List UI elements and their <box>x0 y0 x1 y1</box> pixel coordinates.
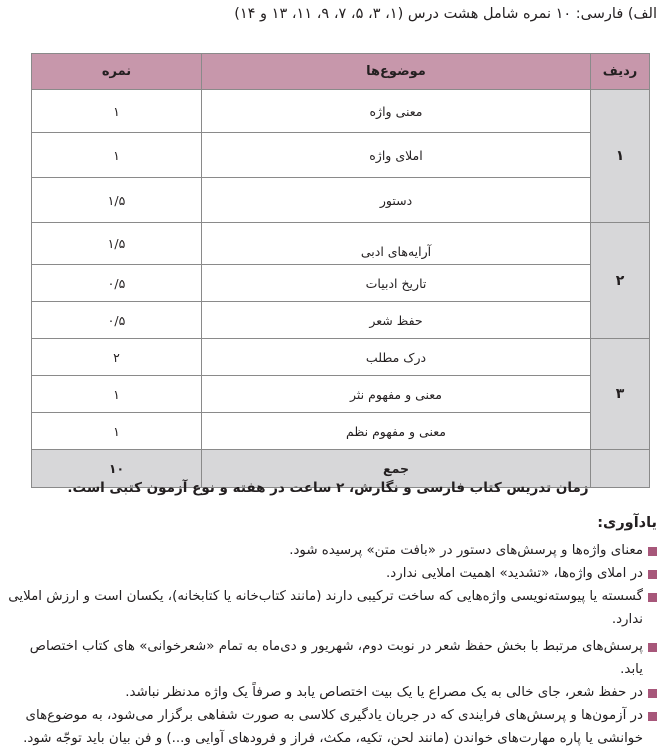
score-cell: ۰/۵ <box>32 302 202 339</box>
score-cell: ۱ <box>32 376 202 413</box>
topic-cell: دستور <box>202 178 591 223</box>
reminder-title: یادآوری: <box>597 515 657 531</box>
table-row <box>32 90 650 133</box>
list-item-text: معنای واژه‌ها و پرسش‌های دستور در «بافت متن» پرسیده شود. <box>289 543 643 558</box>
square-bullet-icon <box>648 689 657 698</box>
topic-cell: معنی واژه <box>202 90 591 133</box>
total-label: جمع <box>202 450 591 488</box>
grade-table <box>31 53 650 488</box>
list-item <box>7 562 657 585</box>
table-row <box>32 376 650 413</box>
score-cell: ۱/۵ <box>32 223 202 265</box>
list-item-text: پرسش‌های مرتبط با بخش حفظ شعر در نوبت دوم، شهریور و دی‌ماه به تمام «شعرخوانی» های کتاب اختصاص یابد. <box>29 639 643 677</box>
total-score: ۱۰ <box>32 450 202 488</box>
row-number: ۳ <box>591 339 650 450</box>
table-row <box>32 302 650 339</box>
topic-cell: معنی و مفهوم نثر <box>202 376 591 413</box>
square-bullet-icon <box>648 712 657 721</box>
topic-cell: درک مطلب <box>202 339 591 376</box>
score-cell: ۱ <box>32 413 202 450</box>
score-cell: ۲ <box>32 339 202 376</box>
table-row <box>32 178 650 223</box>
square-bullet-icon <box>648 643 657 652</box>
list-item-text: در املای واژه‌ها، «تشدید» اهمیت املایی ندارد. <box>386 566 643 581</box>
topic-cell: تاریخ ادبیات <box>202 265 591 302</box>
header-topic: موضوع‌ها <box>202 54 591 90</box>
reminder-list <box>7 539 657 750</box>
table-row <box>32 133 650 178</box>
list-item <box>7 635 657 681</box>
list-item-text: گسسته یا پیوسته‌نویسی واژه‌هایی که ساخت ترکیبی دارند (مانند کتاب‌خانه یا کتابخانه)، یکسان است و ارزش املایی ندارد. <box>8 589 643 627</box>
list-item <box>7 585 657 631</box>
square-bullet-icon <box>648 570 657 579</box>
row-number: ۲ <box>591 223 650 339</box>
score-cell: ۰/۵ <box>32 265 202 302</box>
row-number: ۱ <box>591 90 650 223</box>
list-item-text: در حفظ شعر، جای خالی به یک مصراع یا یک بیت اختصاص یابد و صرفاً یک واژه مدنظر نباشد. <box>125 685 643 700</box>
score-cell: ۱ <box>32 90 202 133</box>
list-item <box>7 704 657 750</box>
list-item-text: در آزمون‌ها و پرسش‌های فرایندی که در جریان یادگیری کلاسی به صورت شفاهی برگزار می‌شود، به موضوع‌های خوانشی یا پاره مهارت‌های خواندن (مانند لحن، تکیه، مکث، فراز و فرودهای آوایی و...) و فن بیان باید توجّه شود. <box>23 708 643 746</box>
list-item <box>7 681 657 704</box>
square-bullet-icon <box>648 593 657 602</box>
list-item <box>7 539 657 562</box>
table-header-row <box>32 54 650 90</box>
score-cell: ۱ <box>32 133 202 178</box>
header-row: ردیف <box>591 54 650 90</box>
teaching-time-note: زمان تدریس کتاب فارسی و نگارش، ۲ ساعت در هفته و نوع آزمون کتبی است. <box>67 480 589 496</box>
topic-cell: حفظ شعر <box>202 302 591 339</box>
section-heading: الف) فارسی: ۱۰ نمره شامل هشت درس (۱، ۳، ۵، ۷، ۹، ۱۱، ۱۳ و ۱۴) <box>234 6 657 22</box>
header-score: نمره <box>32 54 202 90</box>
topic-cell: معنی و مفهوم نظم <box>202 413 591 450</box>
topic-cell: املای واژه <box>202 133 591 178</box>
table-row <box>32 265 650 302</box>
table-row <box>32 339 650 376</box>
topic-cell: آرایه‌های ادبی <box>202 223 591 265</box>
table-row <box>32 413 650 450</box>
score-cell: ۱/۵ <box>32 178 202 223</box>
square-bullet-icon <box>648 547 657 556</box>
table-row <box>32 223 650 265</box>
